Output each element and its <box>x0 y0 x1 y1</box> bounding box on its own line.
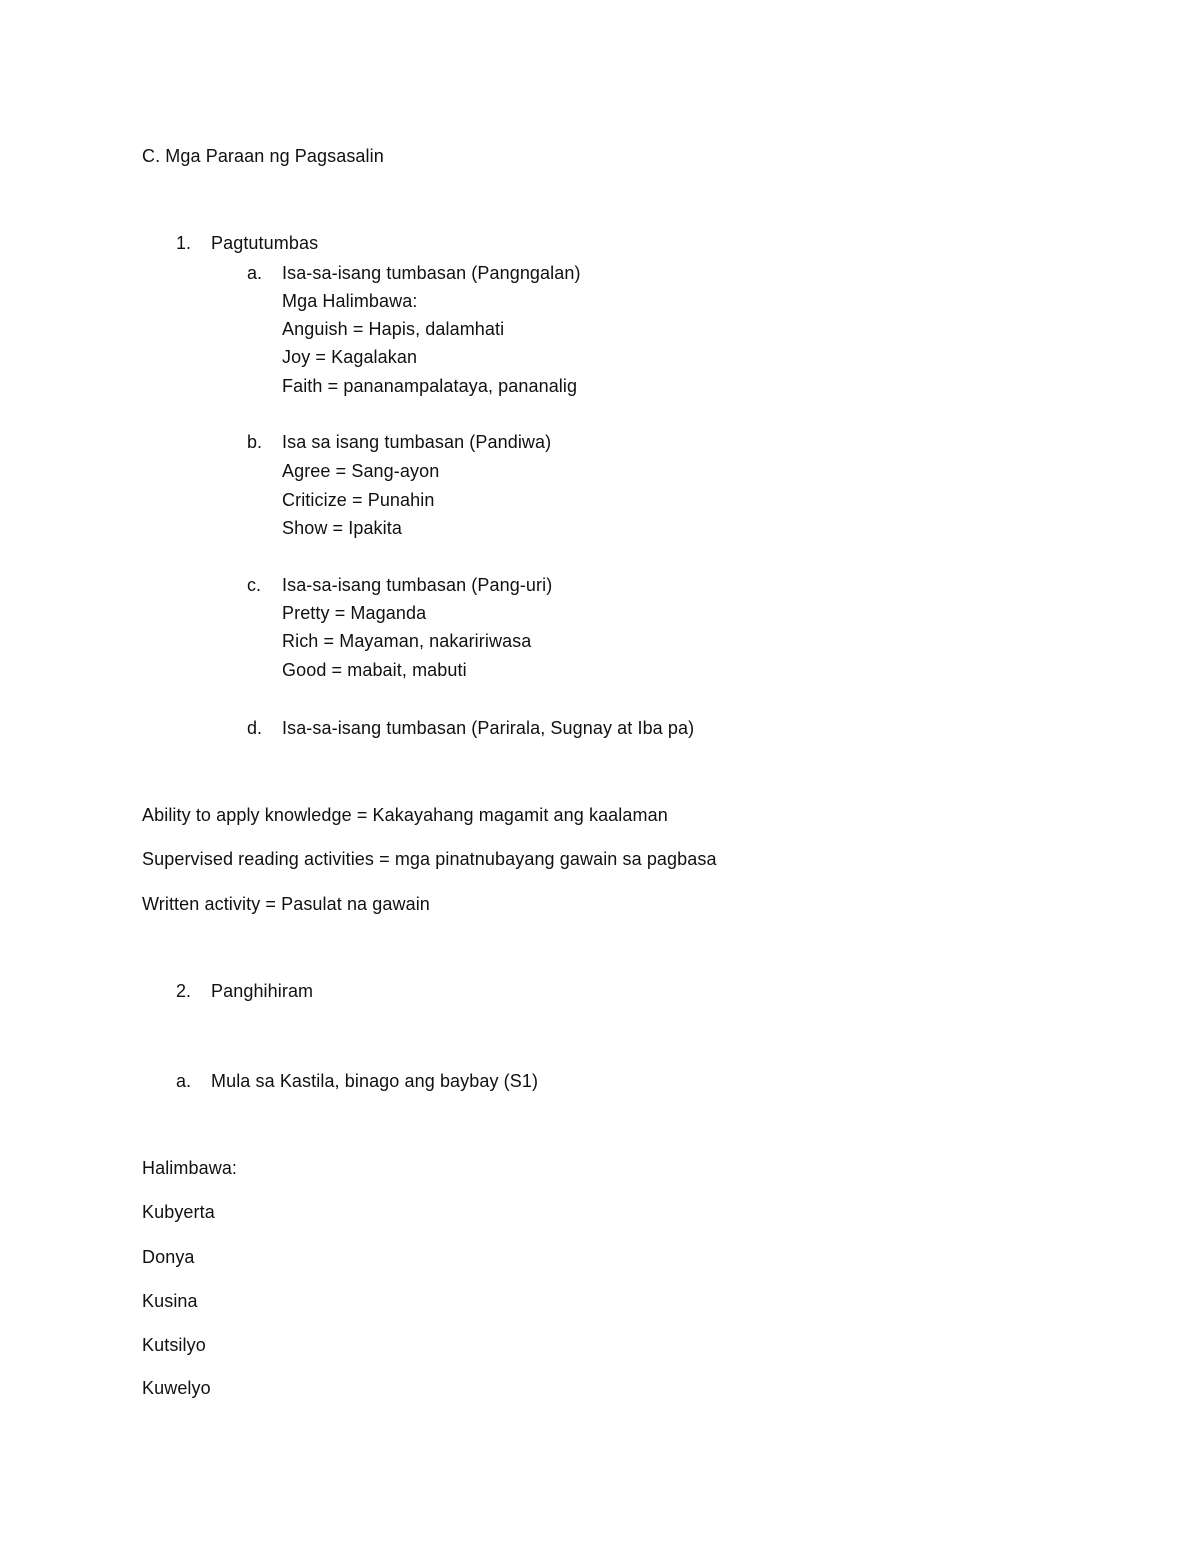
translation-line: Criticize = Punahin <box>282 490 435 510</box>
list-number-2: 2. <box>176 981 192 1001</box>
sublist-letter-c: c. <box>247 575 262 595</box>
sublist-letter-b: b. <box>247 432 263 452</box>
sublist-heading-kastila: Mula sa Kastila, binago ang baybay (S1) <box>211 1071 539 1091</box>
sublist-letter-d: d. <box>247 718 263 738</box>
translation-line: Show = Ipakita <box>282 518 402 538</box>
sublist-heading-pangngalan: Isa-sa-isang tumbasan (Pangngalan) <box>282 263 581 283</box>
translation-line: Joy = Kagalakan <box>282 347 418 367</box>
sublist-heading-pang-uri: Isa-sa-isang tumbasan (Pang-uri) <box>282 575 553 595</box>
list-item-title-panghihiram: Panghihiram <box>211 981 314 1001</box>
phrase-translation: Ability to apply knowledge = Kakayahang magamit ang kaalaman <box>142 805 668 825</box>
translation-line: Anguish = Hapis, dalamhati <box>282 319 505 339</box>
sublist-letter-a-2: a. <box>176 1071 192 1091</box>
translation-line: Rich = Mayaman, nakaririwasa <box>282 631 532 651</box>
sublist-heading-parirala: Isa-sa-isang tumbasan (Parirala, Sugnay at Iba pa) <box>282 718 695 738</box>
translation-line: Pretty = Maganda <box>282 603 427 623</box>
list-item-title-pagtutumbas: Pagtutumbas <box>211 233 319 253</box>
example-label: Mga Halimbawa: <box>282 291 418 311</box>
translation-line: Agree = Sang-ayon <box>282 461 440 481</box>
example-word: Donya <box>142 1247 195 1267</box>
example-word: Kuwelyo <box>142 1378 211 1398</box>
example-word: Kubyerta <box>142 1202 215 1222</box>
sublist-letter-a: a. <box>247 263 263 283</box>
example-word: Kusina <box>142 1291 198 1311</box>
section-title: C. Mga Paraan ng Pagsasalin <box>142 146 384 166</box>
phrase-translation: Supervised reading activities = mga pinatnubayang gawain sa pagbasa <box>142 849 717 869</box>
sublist-heading-pandiwa: Isa sa isang tumbasan (Pandiwa) <box>282 432 552 452</box>
example-word: Kutsilyo <box>142 1335 206 1355</box>
translation-line: Faith = pananampalataya, pananalig <box>282 376 578 396</box>
examples-label: Halimbawa: <box>142 1158 238 1178</box>
list-number-1: 1. <box>176 233 192 253</box>
translation-line: Good = mabait, mabuti <box>282 660 467 680</box>
phrase-translation: Written activity = Pasulat na gawain <box>142 894 430 914</box>
